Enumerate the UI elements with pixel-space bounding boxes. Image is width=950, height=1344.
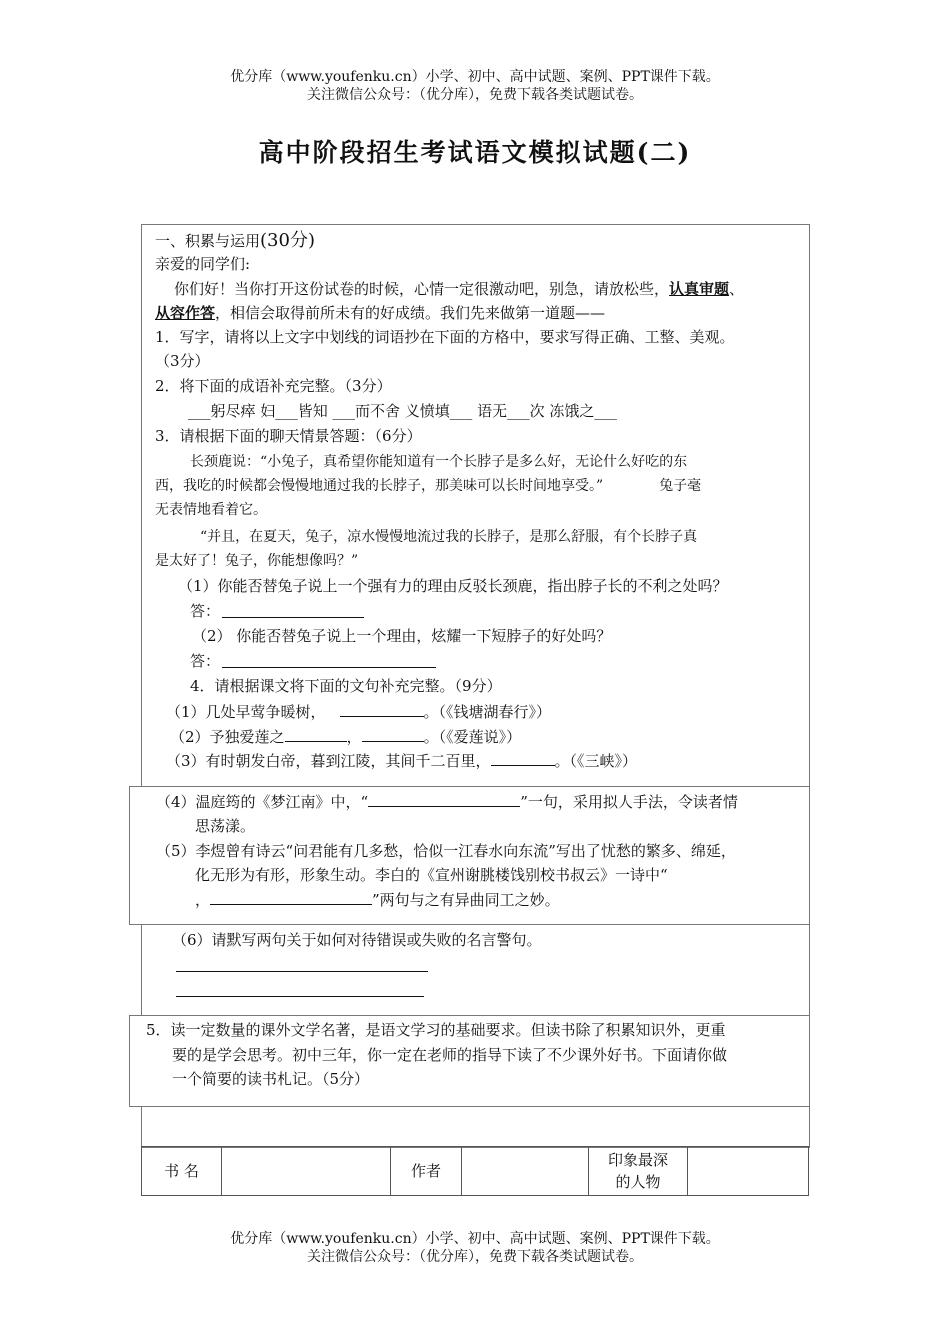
q4-item2-blank-1[interactable] bbox=[285, 725, 347, 742]
q3-para1-line3: 无表情地看着它。 bbox=[155, 502, 267, 518]
q4-item1: （1）几处早莺争暖树， 。（《钱塘湖春行》） bbox=[166, 700, 551, 723]
reading-notes-table bbox=[141, 1146, 809, 1196]
q2-idioms[interactable]: ___躬尽瘁 妇___皆知 ___而不舍 义愤填___ 语无___次 冻饿之___ bbox=[188, 402, 617, 420]
q3-text: 3．请根据下面的聊天情景答题：（6分） bbox=[155, 427, 422, 445]
col-author: 作者 bbox=[391, 1147, 462, 1196]
q4-item6-answer-line-1[interactable] bbox=[176, 971, 428, 972]
q3-sub2: （2） 你能否替兔子说上一个理由，炫耀一下短脖子的好处吗？ bbox=[192, 627, 612, 645]
q4-item3-blank[interactable] bbox=[491, 749, 555, 766]
footer-line-2: 关注微信公众号：（优分库），免费下载各类试题试卷。 bbox=[307, 1249, 643, 1265]
header-line-2: 关注微信公众号：（优分库），免费下载各类试题试卷。 bbox=[307, 87, 643, 103]
q3-answer2-label: 答： bbox=[190, 652, 221, 670]
q4-item5-blank[interactable] bbox=[210, 888, 372, 905]
cell-book-name[interactable] bbox=[222, 1147, 391, 1196]
header-line-1: 优分库（www.youfenku.cn）小学、初中、高中试题、案例、PPT课件下载。 bbox=[230, 69, 720, 85]
underlined-term-2: 从容作答 bbox=[155, 304, 216, 322]
col-book-name: 书 名 bbox=[142, 1147, 222, 1196]
page-title: 高中阶段招生考试语文模拟试题(二) bbox=[258, 138, 692, 167]
q4-item4-line2: 思荡漾。 bbox=[195, 817, 256, 835]
q3-para2-line1: “并且，在夏天，兔子，凉水慢慢地流过我的长脖子，是那么舒服，有个长脖子真 bbox=[200, 529, 698, 545]
q3-para2-line2: 是太好了！兔子，你能想像吗？” bbox=[155, 553, 359, 569]
cell-author[interactable] bbox=[462, 1147, 589, 1196]
q5-line3: 一个简要的读书札记。（5分） bbox=[172, 1070, 370, 1088]
q4-text: 4．请根据课文将下面的文句补充完整。（9分） bbox=[190, 677, 502, 695]
greeting: 亲爱的同学们: bbox=[155, 255, 251, 273]
q5-line2: 要的是学会思考。初中三年，你一定在老师的指导下读了不少课外好书。下面请你做 bbox=[172, 1046, 728, 1064]
q1-score: （3分） bbox=[155, 352, 210, 370]
q4-item6: （6）请默写两句关于如何对待错误或失败的名言警句。 bbox=[172, 931, 542, 949]
q4-item5-line1: （5）李煜曾有诗云“问君能有几多愁，恰似一江春水向东流”写出了忧愁的繁多、绵延， bbox=[156, 842, 736, 860]
q4-item4-blank[interactable] bbox=[368, 790, 520, 807]
q3-para1-line2: 西，我吃的时候都会慢慢地通过我的长脖子，那美味可以长时间地享受。” 兔子毫 bbox=[155, 478, 702, 494]
q4-item5-line3: ， ”两句与之有异曲同工之妙。 bbox=[195, 888, 560, 911]
col-character: 印象最深 的人物 bbox=[589, 1147, 688, 1196]
q4-item6-answer-line-2[interactable] bbox=[176, 996, 424, 997]
q3-sub1: （1）你能否替兔子说上一个强有力的理由反驳长颈鹿，指出脖子长的不利之处吗？ bbox=[178, 577, 728, 595]
intro-line-1: 你们好！当你打开这份试卷的时候，心情一定很激动吧，别急，请放松些，认真审题、 bbox=[174, 280, 745, 298]
cell-character[interactable] bbox=[688, 1147, 809, 1196]
q1-text: 1．写字，请将以上文字中划线的词语抄在下面的方格中，要求写得正确、工整、美观。 bbox=[155, 328, 735, 346]
q4-item2: （2）予独爱莲之 ， 。（《爱莲说》） bbox=[170, 725, 521, 748]
q4-item4-line1: （4）温庭筠的《梦江南》中，“ ”一句，采用拟人手法，令读者情 bbox=[156, 790, 738, 813]
q4-item2-blank-2[interactable] bbox=[362, 725, 424, 742]
section-heading: 一、积累与运用(30分) bbox=[155, 230, 315, 251]
q3-answer1-label: 答： bbox=[190, 602, 221, 620]
q3-para1-line1: 长颈鹿说：“小兔子，真希望你能知道有一个长脖子是多么好，无论什么好吃的东 bbox=[190, 454, 688, 470]
intro-line-2: 从容作答，相信会取得前所未有的好成绩。我们先来做第一道题—— bbox=[155, 304, 606, 322]
q2-text: 2．将下面的成语补充完整。（3分） bbox=[155, 377, 392, 395]
q3-answer2-line[interactable] bbox=[222, 667, 436, 668]
q3-answer1-line[interactable] bbox=[222, 617, 364, 618]
underlined-term-1: 认真审题 bbox=[669, 280, 730, 298]
footer-line-1: 优分库（www.youfenku.cn）小学、初中、高中试题、案例、PPT课件下载。 bbox=[230, 1231, 720, 1247]
section-box-spacer bbox=[141, 1106, 810, 1148]
q4-item1-blank[interactable] bbox=[340, 700, 424, 717]
q5-line1: 5．读一定数量的课外文学名著，是语文学习的基础要求。但读书除了积累知识外，更重 bbox=[146, 1021, 726, 1039]
q4-item3: （3）有时朝发白帝，暮到江陵，其间千二百里， 。（《三峡》） bbox=[166, 749, 637, 772]
q4-item5-line2: 化无形为有形，形象生动。李白的《宣州谢朓楼饯别校书叔云》一诗中“ bbox=[195, 866, 668, 884]
